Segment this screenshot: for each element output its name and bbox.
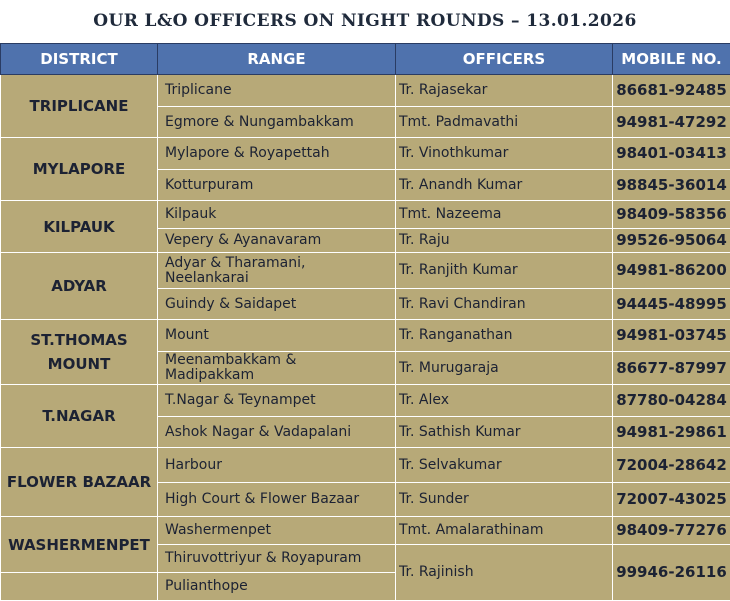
range-name: Egmore & Nungambakkam <box>158 107 396 138</box>
officer-name: Tr. Anandh Kumar <box>396 170 613 201</box>
table-row <box>1 517 730 545</box>
mobile-number: 72004-28642 <box>613 448 730 483</box>
table-row <box>1 320 730 352</box>
range-name: Thiruvottriyur & Royapuram <box>158 545 396 573</box>
district-name <box>1 573 158 601</box>
page-title: OUR L&O OFFICERS ON NIGHT ROUNDS – 13.01.2026 <box>0 0 730 43</box>
range-name: Ashok Nagar & Vadapalani <box>158 417 396 448</box>
mobile-number: 94981-03745 <box>613 320 730 352</box>
district-name: KILPAUK <box>1 201 158 253</box>
officer-name: Tmt. Padmavathi <box>396 107 613 138</box>
officer-name: Tmt. Amalarathinam <box>396 517 613 545</box>
district-name: T.NAGAR <box>1 385 158 448</box>
officer-name: Tr. Murugaraja <box>396 352 613 385</box>
range-name: High Court & Flower Bazaar <box>158 483 396 517</box>
range-name: Pulianthope <box>158 573 396 601</box>
table-header-row <box>1 44 730 75</box>
mobile-number: 98401-03413 <box>613 138 730 170</box>
mobile-header: MOBILE NO. <box>613 44 730 75</box>
district-header: DISTRICT <box>1 44 158 75</box>
table-row <box>1 385 730 417</box>
officer-name: Tr. Ranganathan <box>396 320 613 352</box>
officer-name: Tr. Rajinish <box>396 545 613 601</box>
officer-name: Tr. Ranjith Kumar <box>396 253 613 289</box>
table-row <box>1 75 730 107</box>
range-name: T.Nagar & Teynampet <box>158 385 396 417</box>
table-row <box>1 448 730 483</box>
range-name: Adyar & Tharamani, Neelankarai <box>158 253 396 289</box>
table-row <box>1 201 730 229</box>
officers-table <box>0 43 730 601</box>
mobile-number: 99946-26116 <box>613 545 730 601</box>
district-name: ADYAR <box>1 253 158 320</box>
officer-name: Tr. Alex <box>396 385 613 417</box>
district-name: FLOWER BAZAAR <box>1 448 158 517</box>
range-name: Washermenpet <box>158 517 396 545</box>
district-name: ST.THOMAS MOUNT <box>1 320 158 385</box>
mobile-number: 99526-95064 <box>613 229 730 253</box>
mobile-number: 72007-43025 <box>613 483 730 517</box>
officer-name: Tr. Rajasekar <box>396 75 613 107</box>
table-row <box>1 138 730 170</box>
mobile-number: 87780-04284 <box>613 385 730 417</box>
mobile-number: 86681-92485 <box>613 75 730 107</box>
officer-name: Tr. Ravi Chandiran <box>396 289 613 320</box>
range-name: Triplicane <box>158 75 396 107</box>
range-header: RANGE <box>158 44 396 75</box>
officer-name: Tr. Vinothkumar <box>396 138 613 170</box>
mobile-number: 98845-36014 <box>613 170 730 201</box>
mobile-number: 94981-47292 <box>613 107 730 138</box>
range-name: Kotturpuram <box>158 170 396 201</box>
officer-name: Tmt. Nazeema <box>396 201 613 229</box>
officers-header: OFFICERS <box>396 44 613 75</box>
table-row <box>1 253 730 289</box>
district-name: WASHERMENPET <box>1 517 158 573</box>
range-name: Harbour <box>158 448 396 483</box>
officer-name: Tr. Selvakumar <box>396 448 613 483</box>
district-name: MYLAPORE <box>1 138 158 201</box>
mobile-number: 98409-58356 <box>613 201 730 229</box>
range-name: Guindy & Saidapet <box>158 289 396 320</box>
officer-name: Tr. Sathish Kumar <box>396 417 613 448</box>
range-name: Mylapore & Royapettah <box>158 138 396 170</box>
range-name: Mount <box>158 320 396 352</box>
range-name: Kilpauk <box>158 201 396 229</box>
range-name: Meenambakkam & Madipakkam <box>158 352 396 385</box>
mobile-number: 98409-77276 <box>613 517 730 545</box>
range-name: Vepery & Ayanavaram <box>158 229 396 253</box>
mobile-number: 94445-48995 <box>613 289 730 320</box>
officer-name: Tr. Raju <box>396 229 613 253</box>
mobile-number: 86677-87997 <box>613 352 730 385</box>
mobile-number: 94981-29861 <box>613 417 730 448</box>
officer-name: Tr. Sunder <box>396 483 613 517</box>
district-name: TRIPLICANE <box>1 75 158 138</box>
mobile-number: 94981-86200 <box>613 253 730 289</box>
